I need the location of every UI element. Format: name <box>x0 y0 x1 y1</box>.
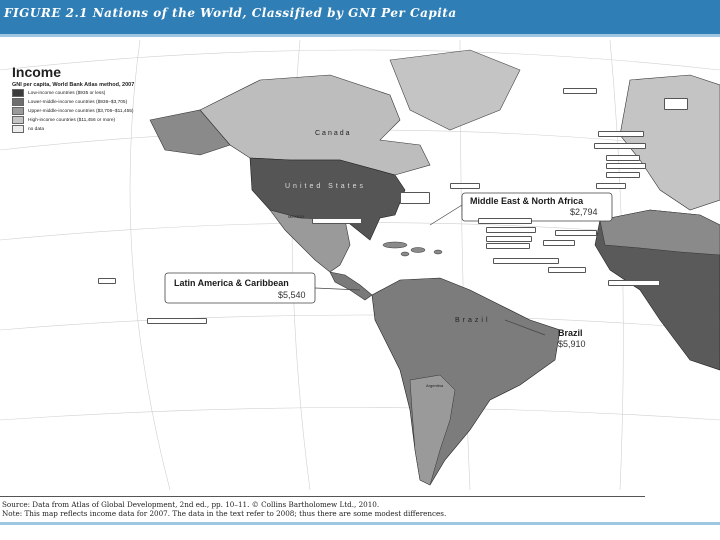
legend-label: High-income countries ($11,456 or more) <box>28 117 116 123</box>
footer-bar <box>0 522 720 525</box>
figure-title: FIGURE 2.1 Nations of the World, Classified by GNI Per Capita <box>4 6 457 20</box>
map-label-brazil: Brazil <box>455 317 491 324</box>
small-label-box <box>543 240 575 246</box>
legend-label: no data <box>28 126 45 132</box>
latam-callout-value: $5,540 <box>278 290 306 300</box>
small-label-box <box>594 143 646 149</box>
small-label-box <box>548 267 586 273</box>
caribbean-islands <box>383 242 442 256</box>
figure-footer <box>0 492 720 540</box>
legend-label: Low-income countries ($935 or less) <box>28 90 106 96</box>
legend-swatch <box>12 107 24 115</box>
small-label-box <box>486 227 536 233</box>
small-label-box <box>596 183 626 189</box>
small-label-box <box>608 280 660 286</box>
small-label-box <box>555 230 597 236</box>
small-label-box <box>493 258 559 264</box>
legend-label: Lower-middle-income countries ($936–$3,705) <box>28 99 128 105</box>
footer-source: Source: Data from Atlas of Global Development, 2nd ed., pp. 10–11. © Collins Bartholomew Ltd., 2010. <box>2 500 380 509</box>
legend-label: Upper-middle-income countries ($3,706–$11,455) <box>28 108 134 114</box>
footer-note: Note: This map reflects income data for 2007. The data in the text refer to 2008; thus there are some modest differences. <box>2 509 447 518</box>
small-label-box <box>664 98 688 110</box>
brazil-callout-label: Brazil <box>558 328 583 338</box>
figure-header <box>0 0 720 37</box>
small-label-box <box>478 218 532 224</box>
legend-item <box>12 116 232 124</box>
small-label-box <box>400 192 430 204</box>
small-label-box <box>606 163 646 169</box>
latam-callout-label: Latin America & Caribbean <box>174 278 289 288</box>
legend-swatch <box>12 125 24 133</box>
small-label-box <box>450 183 480 189</box>
legend-item <box>12 98 232 106</box>
legend-item <box>12 89 232 97</box>
central-america-shape <box>330 272 372 300</box>
legend-subtitle: GNI per capita, World Bank Atlas method, 2007 <box>12 82 135 88</box>
small-label-box <box>598 131 644 137</box>
brazil-callout-value: $5,910 <box>558 339 586 349</box>
small-label-box <box>606 155 640 161</box>
legend-item <box>12 125 232 133</box>
small-label-box <box>606 172 640 178</box>
map-label-canada: Canada <box>315 130 352 137</box>
legend-swatch <box>12 89 24 97</box>
mena-callout-label: Middle East & North Africa <box>470 196 584 206</box>
greenland-shape <box>390 50 520 130</box>
small-label-box <box>147 318 207 324</box>
small-label-box <box>486 236 532 242</box>
map-label-mexico: MEXICO <box>288 214 304 219</box>
map-label-argentina: Argentina <box>426 383 444 388</box>
legend-swatch <box>12 98 24 106</box>
legend-swatch <box>12 116 24 124</box>
map-label-usa: United States <box>285 183 367 190</box>
mena-callout-value: $2,794 <box>570 207 598 217</box>
small-label-box <box>563 88 597 94</box>
legend-title: Income <box>12 64 62 80</box>
small-label-box <box>98 278 116 284</box>
small-label-box <box>486 243 530 249</box>
south-america-shape <box>372 278 560 485</box>
small-label-box <box>312 218 362 224</box>
footer-divider <box>0 496 645 497</box>
legend-item <box>12 107 232 115</box>
legend <box>12 64 232 133</box>
